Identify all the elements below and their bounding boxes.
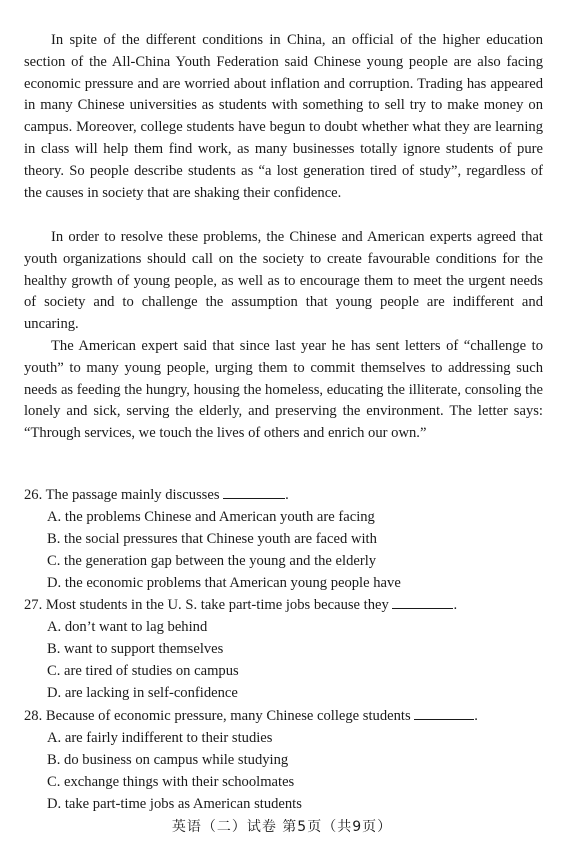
- option-c: C. exchange things with their schoolmates: [47, 774, 295, 790]
- option-a: A. are fairly indifferent to their studies: [47, 730, 273, 746]
- option-d: D. the economic problems that American young people have: [47, 575, 401, 591]
- question-stem: [24, 705, 544, 727]
- option-b: B. want to support themselves: [47, 641, 224, 657]
- option-d: D. are lacking in self-confidence: [47, 685, 238, 701]
- question-number: 27.: [24, 597, 43, 613]
- option-b: B. do business on campus while studying: [47, 752, 289, 768]
- question-28: [24, 705, 544, 815]
- question-end: .: [285, 487, 289, 503]
- answer-blank: [223, 485, 285, 499]
- paragraph-text: In spite of the different conditions in China, an official of the higher education section of the All-China Youth Federation said Chinese young people are also facing economic pressure and are worried about inflation and corruption. Trading has appeared in many Chinese universities as students with something to sell try to make money on campus. Moreover, college students have begun to doubt whether what they are learning in class will help them find work, as many businesses totally ignore students of pure theory. So people describe students as “a lost generation tired of study”, regardless of the causes in society that are shaking their confidence.: [24, 32, 543, 201]
- option-a: A. don’t want to lag behind: [47, 619, 208, 635]
- question-end: .: [453, 597, 458, 613]
- question-number: 28.: [24, 708, 43, 724]
- question-text: Because of economic pressure, many Chinese college students: [45, 708, 411, 724]
- option-d: D. take part-time jobs as American students: [47, 796, 302, 812]
- passage-paragraph-2: [24, 227, 543, 336]
- question-stem: [24, 484, 544, 506]
- question-26: [24, 484, 544, 594]
- passage-paragraph-3: [24, 336, 543, 445]
- option-c: C. the generation gap between the young and the elderly: [47, 553, 377, 569]
- option-a: A. the problems Chinese and American youth are facing: [47, 509, 375, 525]
- passage-paragraph-1: [24, 30, 543, 204]
- option-b: B. the social pressures that Chinese youth are faced with: [47, 531, 377, 547]
- question-stem: [24, 594, 544, 616]
- answer-blank: [392, 595, 453, 609]
- question-end: .: [474, 708, 478, 724]
- question-number: 26.: [24, 487, 43, 503]
- paragraph-text: In order to resolve these problems, the Chinese and American experts agreed that youth organizations should call on the society to create favourable conditions for the healthy growth of young people, as well as to encourage them to meet the urgent needs of society and to challenge the assumption that young people are indifferent and uncaring.: [24, 229, 543, 333]
- question-text: Most students in the U. S. take part-time jobs because they: [45, 597, 389, 613]
- option-c: C. are tired of studies on campus: [47, 663, 239, 679]
- question-27: [24, 594, 544, 704]
- question-text: The passage mainly discusses: [45, 487, 220, 503]
- page-footer: 英语（二）试卷 第5页（共9页）: [171, 819, 393, 835]
- answer-blank: [414, 706, 474, 720]
- paragraph-text: The American expert said that since last year he has sent letters of “challenge to youth” to many young people, urging them to commit themselves to addressing such needs as feeding the hungry, housing the homeless, educating the illiterate, consoling the lonely and sick, serving the elderly, and preserving the environment. The letter says: “Through services, we touch the lives of others and enrich our own.”: [24, 338, 543, 442]
